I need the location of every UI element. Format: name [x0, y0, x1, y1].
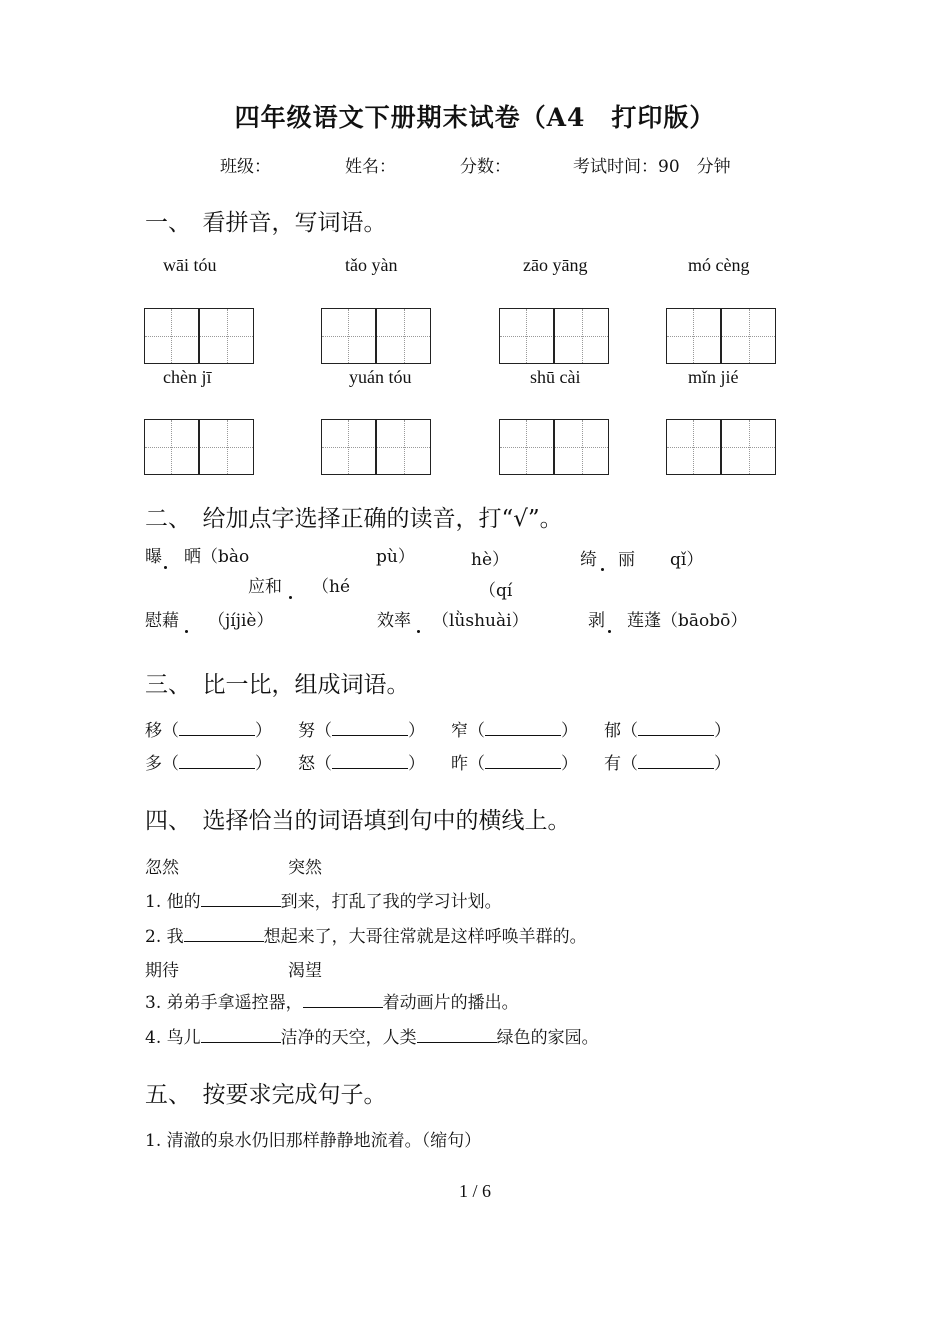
q2-word-baoshai: 晒（bào: [184, 547, 250, 567]
name-label: 姓名：: [345, 157, 396, 177]
compare-item: 努（ ）: [298, 721, 425, 741]
compare-item: 窄（ ）: [451, 721, 578, 741]
q2-option-lvshuai[interactable]: （lǜshuài）: [432, 611, 529, 631]
q2-word-weijie: 慰藉: [145, 611, 179, 631]
answer-blank[interactable]: [179, 754, 255, 769]
exam-time-label: 考试时间：90 分钟: [573, 157, 731, 177]
pinyin-8: mǐn jié: [688, 367, 739, 387]
writing-grid[interactable]: [666, 419, 776, 475]
answer-blank[interactable]: [303, 991, 383, 1008]
answer-blank[interactable]: [485, 721, 561, 736]
writing-grid[interactable]: [321, 419, 431, 475]
q2-word-xiaolv: 效率: [377, 611, 411, 631]
compare-item: 多（ ）: [145, 754, 272, 774]
section2-heading: 二、 给加点字选择正确的读音，打“√”。: [145, 506, 563, 532]
q2-option-he2[interactable]: （hé: [312, 577, 351, 597]
pinyin-5: chèn jī: [163, 367, 212, 387]
emphasis-dot: [164, 566, 167, 569]
compare-item: 移（ ）: [145, 721, 272, 741]
compare-item: 昨（ ）: [451, 754, 578, 774]
section1-heading: 一、 看拼音，写词语。: [145, 210, 387, 236]
writing-grid[interactable]: [321, 308, 431, 364]
section3-heading: 三、 比一比，组成词语。: [145, 672, 410, 698]
q2-option-pu[interactable]: pù）: [376, 547, 415, 567]
q2-char-li: 丽: [618, 550, 635, 570]
answer-blank[interactable]: [332, 754, 408, 769]
section5-heading: 五、 按要求完成句子。: [145, 1082, 387, 1108]
pinyin-2: tǎo yàn: [345, 255, 398, 275]
emphasis-dot: [185, 630, 188, 633]
answer-blank[interactable]: [179, 721, 255, 736]
compare-item: 郁（ ）: [604, 721, 731, 741]
q2-char-qi: 绮: [580, 550, 597, 570]
answer-blank[interactable]: [417, 1026, 497, 1043]
q2-word-yinghe: 应和: [248, 577, 282, 597]
q2-char-bo: 剥: [588, 611, 605, 631]
emphasis-dot: [417, 630, 420, 633]
pinyin-7: shū cài: [530, 367, 581, 387]
emphasis-dot: [601, 568, 604, 571]
compare-item: 怒（ ）: [298, 754, 425, 774]
pinyin-6: yuán tóu: [349, 367, 412, 387]
writing-grid[interactable]: [499, 308, 609, 364]
writing-grid[interactable]: [499, 419, 609, 475]
answer-blank[interactable]: [485, 754, 561, 769]
class-label: 班级：: [220, 157, 271, 177]
compare-item: 有（ ）: [604, 754, 731, 774]
q2-option-he[interactable]: hè）: [471, 550, 510, 570]
word-choice: 渴望: [288, 961, 322, 981]
writing-grid[interactable]: [144, 419, 254, 475]
page-number: 1 / 6: [458, 1181, 491, 1201]
answer-blank[interactable]: [201, 1026, 281, 1043]
emphasis-dot: [608, 630, 611, 633]
q2-option-jijie[interactable]: （jíjiè）: [208, 611, 274, 631]
q2-option-qi[interactable]: qǐ）: [670, 550, 704, 570]
fill-sentence-2: 2. 我 想起来了，大哥往常就是这样呼唤羊群的。: [145, 927, 587, 947]
pinyin-1: wāi tóu: [163, 255, 217, 275]
answer-blank[interactable]: [184, 925, 264, 942]
answer-blank[interactable]: [332, 721, 408, 736]
pinyin-4: mó cèng: [688, 255, 750, 275]
page-title: 四年级语文下册期末试卷（A4 打印版）: [234, 103, 716, 132]
fill-sentence-1: 1. 他的 到来，打乱了我的学习计划。: [145, 892, 502, 912]
writing-grid[interactable]: [144, 308, 254, 364]
section4-heading: 四、 选择恰当的词语填到句中的横线上。: [145, 808, 571, 834]
writing-grid[interactable]: [666, 308, 776, 364]
q2-option-qi2[interactable]: （qí: [479, 581, 513, 601]
word-choice: 突然: [288, 858, 322, 878]
pinyin-3: zāo yāng: [523, 255, 588, 275]
answer-blank[interactable]: [638, 721, 714, 736]
fill-sentence-4: 4. 鸟儿 洁净的天空，人类 绿色的家园。: [145, 1028, 599, 1048]
section5-question-1: 1. 清澈的泉水仍旧那样静静地流着。（缩句）: [145, 1131, 482, 1151]
q2-char-pu: 曝: [145, 547, 162, 567]
fill-sentence-3: 3. 弟弟手拿遥控器， 着动画片的播出。: [145, 993, 519, 1013]
word-choice: 期待: [145, 961, 179, 981]
answer-blank[interactable]: [201, 890, 281, 907]
word-choice: 忽然: [145, 858, 179, 878]
emphasis-dot: [289, 596, 292, 599]
q2-option-baobo[interactable]: 莲蓬（bāobō）: [627, 611, 748, 631]
score-label: 分数：: [460, 157, 511, 177]
answer-blank[interactable]: [638, 754, 714, 769]
